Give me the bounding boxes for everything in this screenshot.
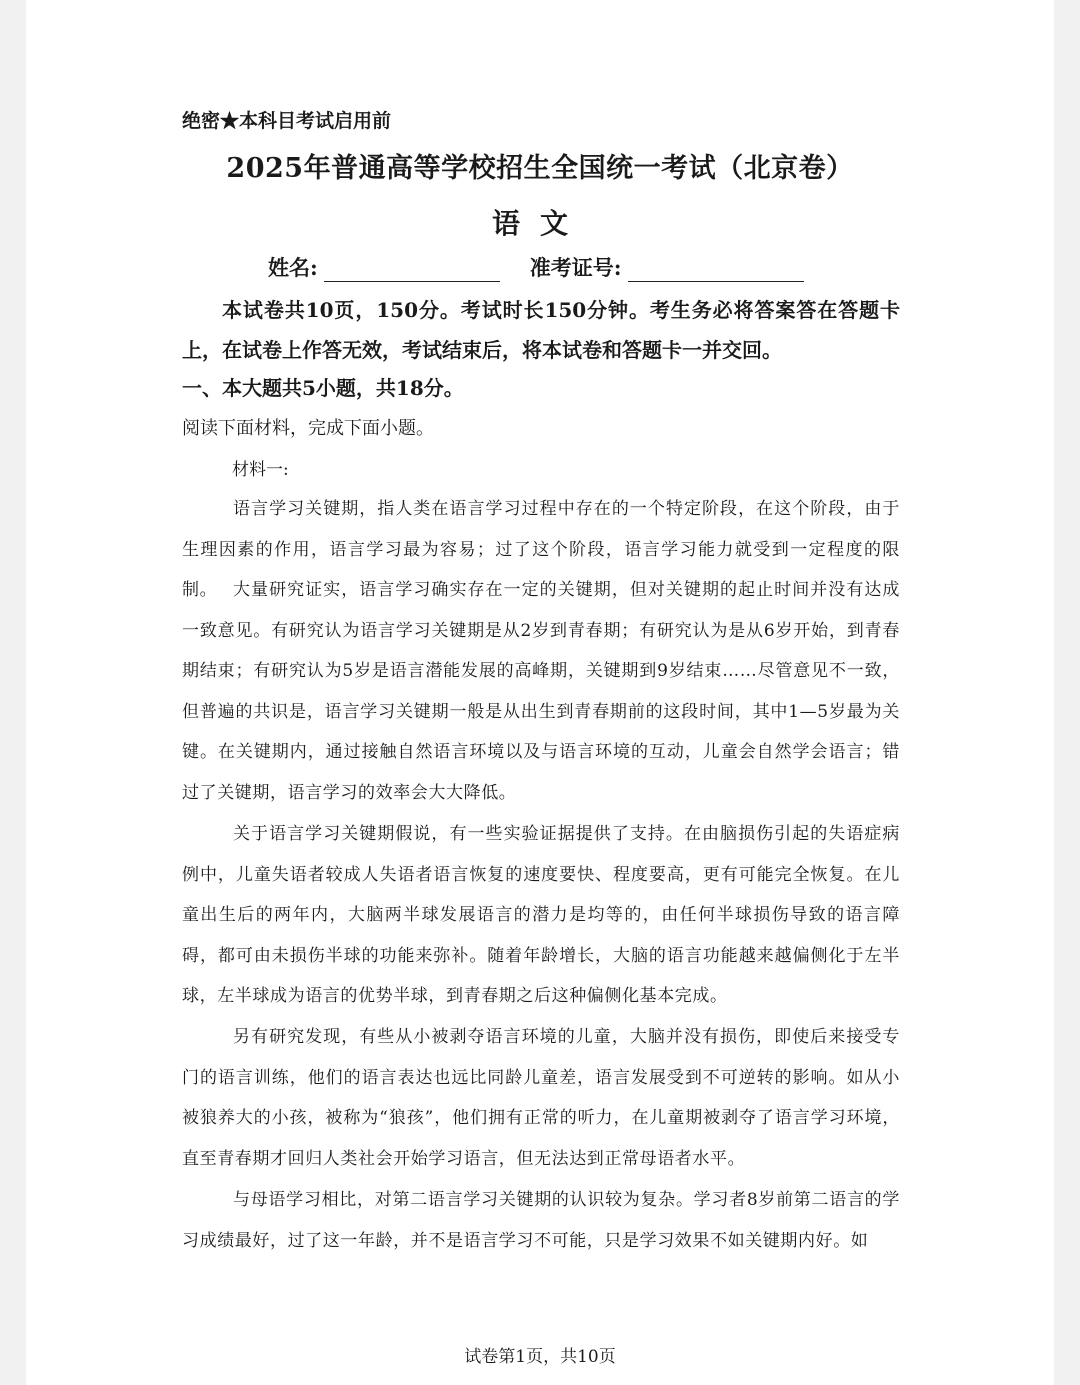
exam-title: 2025年普通高等学校招生全国统一考试（北京卷） [226, 153, 854, 184]
exam-instructions: 本试卷共10页，150分。考试时长150分钟。考生务必将答案答在答题卡上，在试卷上作答无效，考试结束后，将本试卷和答题卡一并交回。 [182, 298, 900, 362]
reading-prompt: 阅读下面材料，完成下面小题。 [182, 418, 434, 439]
exam-id-blank-line [628, 257, 804, 282]
paragraph: 大量研究证实，语言学习确实存在一定的关键期，但对关键期的起止时间并没有达成一致意见。有研究认为语言学习关键期是从2岁到青春期；有研究认为是从6岁开始，到青春期结束；有研究认为5岁是语言潜能发展的高峰期，关键期到9岁结束……尽管意见不一致，但普遍的共识是，语言学习关键期一般是从出生到青春期前的这段时间，其中1—5岁最为关键。在关键期内，通过接触自然语言环境以及与语言环境的互动，儿童会自然学会语言；错过了关键期，语言学习的效率会大大降低。 [182, 580, 900, 803]
exam-id-label: 准考证号: [529, 255, 622, 280]
name-blank-line [324, 257, 500, 282]
candidate-info-row [268, 252, 804, 282]
material-label: 材料一: [232, 460, 289, 480]
confidential-label: 绝密★本科目考试启用前 [182, 110, 392, 132]
paragraph: 关于语言学习关键期假说，有一些实验证据提供了支持。在由脑损伤引起的失语症病例中，儿童失语者较成人失语者语言恢复的速度要快、程度要高，更有可能完全恢复。在儿童出生后的两年内，大脑两半球发展语言的潜力是均等的，由任何半球损伤导致的语言障碍，都可由未损伤半球的功能来弥补。随着年龄增长，大脑的语言功能越来越偏侧化于左半球，左半球成为语言的优势半球，到青春期之后这种偏侧化基本完成。 [182, 824, 900, 1007]
paragraph: 语言学习关键期，指人类在语言学习过程中存在的一个特定阶段，在这个阶段，由于生理因素的作用，语言学习最为容易；过了这个阶段，语言学习能力就受到一定程度的限制。 [182, 499, 900, 601]
section-heading: 一、本大题共5小题，共18分。 [182, 376, 464, 400]
subject-title: 语文 [491, 207, 588, 240]
paragraph: 另有研究发现，有些从小被剥夺语言环境的儿童，大脑并没有损伤，即使后来接受专门的语言训练，他们的语言表达也远比同龄儿童差，语言发展受到不可逆转的影响。如从小被狼养大的小孩，被称为“狼孩”，他们拥有正常的听力，在儿童期被剥夺了语言学习环境，直至青春期才回归人类社会开始学习语言，但无法达到正常母语者水平。 [182, 1027, 900, 1169]
paragraph: 与母语学习相比，对第二语言学习关键期的认识较为复杂。学习者8岁前第二语言的学习成绩最好，过了这一年龄，并不是语言学习不可能，只是学习效果不如关键期内好。如 [182, 1190, 900, 1251]
page-footer: 试卷第1页，共10页 [464, 1347, 616, 1367]
name-label: 姓名: [268, 255, 318, 280]
